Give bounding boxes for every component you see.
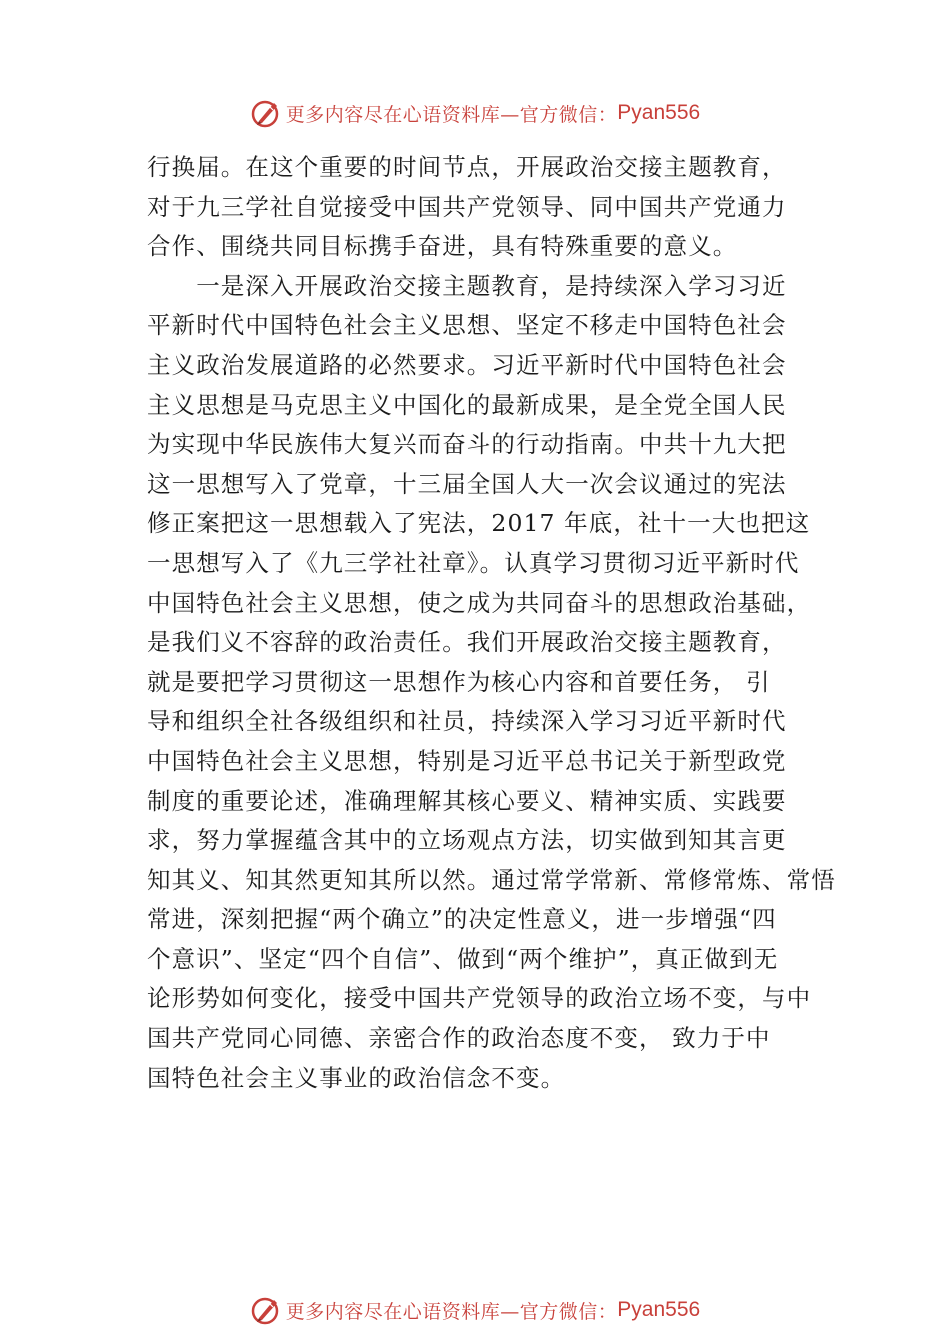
wechat-id: Pyan556 bbox=[617, 1298, 701, 1321]
text-line: 个意识”、坚定“四个自信”、做到“两个维护”，真正做到无 bbox=[147, 944, 779, 973]
text-line: 导和组织全社各级组织和社员，持续深入学习习近平新时代 bbox=[147, 707, 787, 736]
text-line: 国共产党同心同德、亲密合作的政治态度不变， 致力于中 bbox=[147, 1024, 771, 1053]
banner-text: 更多内容尽在心语资料库—官方微信： bbox=[285, 103, 618, 126]
document-body bbox=[147, 148, 836, 1098]
text-line: 一是深入开展政治交接主题教育，是持续深入学习习近 bbox=[147, 271, 787, 300]
text-line: 合作、围绕共同目标携手奋进，具有特殊重要的意义。 bbox=[147, 232, 738, 261]
text-line: 一思想写入了《九三学社社章》。认真学习贯彻习近平新时代 bbox=[147, 548, 800, 577]
text-line: 主义思想是马克思主义中国化的最新成果，是全党全国人民 bbox=[147, 390, 787, 419]
text-line: 修正案把这一思想载入了宪法，2017 年底，社十一大也把这 bbox=[147, 509, 811, 538]
header-banner bbox=[0, 93, 950, 133]
text-line: 行换届。在这个重要的时间节点，开展政治交接主题教育， bbox=[147, 153, 787, 181]
text-line: 中国特色社会主义思想，特别是习近平总书记关于新型政党 bbox=[147, 746, 787, 775]
text-line: 求，努力掌握蕴含其中的立场观点方法，切实做到知其言更 bbox=[147, 826, 787, 855]
text-line: 就是要把学习贯彻这一思想作为核心内容和首要任务， 引 bbox=[147, 667, 771, 696]
text-line: 国特色社会主义事业的政治信念不变。 bbox=[147, 1063, 566, 1092]
text-line: 是我们义不容辞的政治责任。我们开展政治交接主题教育， bbox=[147, 628, 787, 657]
banner-text: 更多内容尽在心语资料库—官方微信： bbox=[285, 1300, 618, 1323]
text-line: 论形势如何变化，接受中国共产党领导的政治立场不变，与中 bbox=[147, 984, 812, 1013]
text-line: 为实现中华民族伟大复兴而奋斗的行动指南。中共十九大把 bbox=[147, 430, 787, 459]
text-line: 平新时代中国特色社会主义思想、坚定不移走中国特色社会 bbox=[147, 311, 787, 340]
text-line: 制度的重要论述，准确理解其核心要义、精神实质、实践要 bbox=[147, 786, 787, 815]
text-line: 主义政治发展道路的必然要求。习近平新时代中国特色社会 bbox=[147, 350, 787, 379]
text-line: 常进，深刻把握“两个确立”的决定性意义，进一步增强“四 bbox=[147, 905, 777, 934]
text-line: 中国特色社会主义思想，使之成为共同奋斗的思想政治基础， bbox=[147, 588, 812, 617]
quill-pen-logo-icon bbox=[250, 97, 282, 129]
text-line: 知其义、知其然更知其所以然。通过常学常新、常修常炼、常悟 bbox=[147, 865, 836, 894]
footer-banner bbox=[0, 1290, 950, 1330]
text-line: 对于九三学社自觉接受中国共产党领导、同中国共产党通力 bbox=[147, 192, 787, 221]
wechat-id: Pyan556 bbox=[617, 101, 701, 124]
quill-pen-logo-icon bbox=[250, 1294, 282, 1326]
text-line: 这一思想写入了党章，十三届全国人大一次会议通过的宪法 bbox=[147, 469, 787, 498]
